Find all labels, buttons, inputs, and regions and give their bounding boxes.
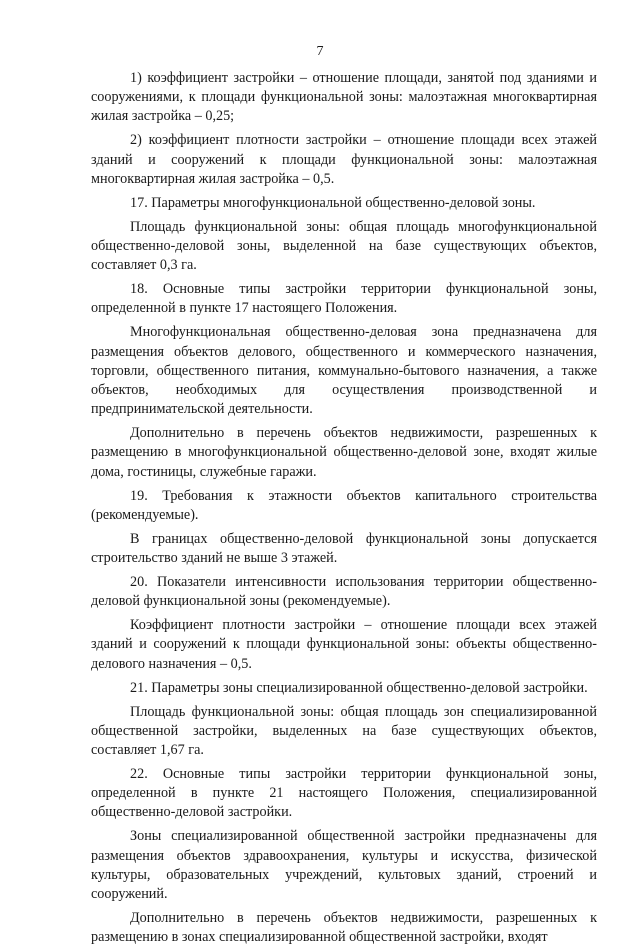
paragraph-purpose-18: Многофункциональная общественно-деловая зона предназначена для размещения объектов делового, общественного и коммерческого назначения, торговли, общественного питания, коммунально-бытового назначения, а также объектов, необходимых для осуществления производственной и предпринимательской деятельности. [91, 324, 597, 418]
paragraph-area-17: Площадь функциональной зоны: общая площадь многофункциональной общественно-деловой зоны, выделенной на базе существующих объектов, составляет 0,3 га. [91, 218, 597, 274]
section-heading-18: 18. Основные типы застройки территории функциональной зоны, определенной в пункте 17 настоящего Положения. [91, 281, 597, 317]
paragraph-item-1: 1) коэффициент застройки – отношение площади, занятой под зданиями и сооружениями, к площади функциональной зоны: малоэтажная многоквартирная жилая застройка – 0,25; [91, 70, 597, 125]
section-heading-21: 21. Параметры зоны специализированной общественно-деловой застройки. [130, 679, 588, 696]
paragraph-area-21: Площадь функциональной зоны: общая площадь зон специализированной общественной застройки, выделенных на базе существующих объектов, составляет 1,67 га. [91, 703, 597, 759]
paragraph-purpose-22: Зоны специализированной общественной застройки предназначены для размещения объектов здравоохранения, культуры и искусства, физической культуры, образовательных учреждений, культовых зданий, строений и сооружений. [91, 828, 597, 903]
paragraph-item-2: 2) коэффициент плотности застройки – отношение площади всех этажей зданий и сооружений к площади функциональной зоны: малоэтажная многоквартирная жилая застройка – 0,5. [91, 132, 597, 187]
paragraph-density-20: Коэффициент плотности застройки – отношение площади всех этажей зданий и сооружений к площади функциональной зоны: объекты общественно-делового назначения – 0,5. [91, 617, 597, 672]
document-body [91, 69, 597, 952]
page-number: 7 [316, 44, 324, 59]
section-heading-19: 19. Требования к этажности объектов капитального строительства (рекомендуемые). [91, 487, 597, 523]
paragraph-additional-22: Дополнительно в перечень объектов недвижимости, разрешенных к размещению в зонах специализированной общественной застройки, входят [91, 910, 597, 946]
section-heading-22: 22. Основные типы застройки территории функциональной зоны, определенной в пункте 21 настоящего Положения, специализированной общественно-деловой застройки. [91, 766, 597, 821]
paragraph-floors-19: В границах общественно-деловой функциональной зоны допускается строительство зданий не выше 3 этажей. [91, 530, 597, 567]
section-heading-20: 20. Показатели интенсивности использования территории общественно-деловой функциональной зоны (рекомендуемые). [91, 574, 597, 610]
section-heading-17: 17. Параметры многофункциональной общественно-деловой зоны. [130, 194, 536, 211]
paragraph-additional-18: Дополнительно в перечень объектов недвижимости, разрешенных к размещению в многофункциональной общественно-деловой зоне, входят жилые дома, гостиницы, служебные гаражи. [91, 425, 597, 480]
